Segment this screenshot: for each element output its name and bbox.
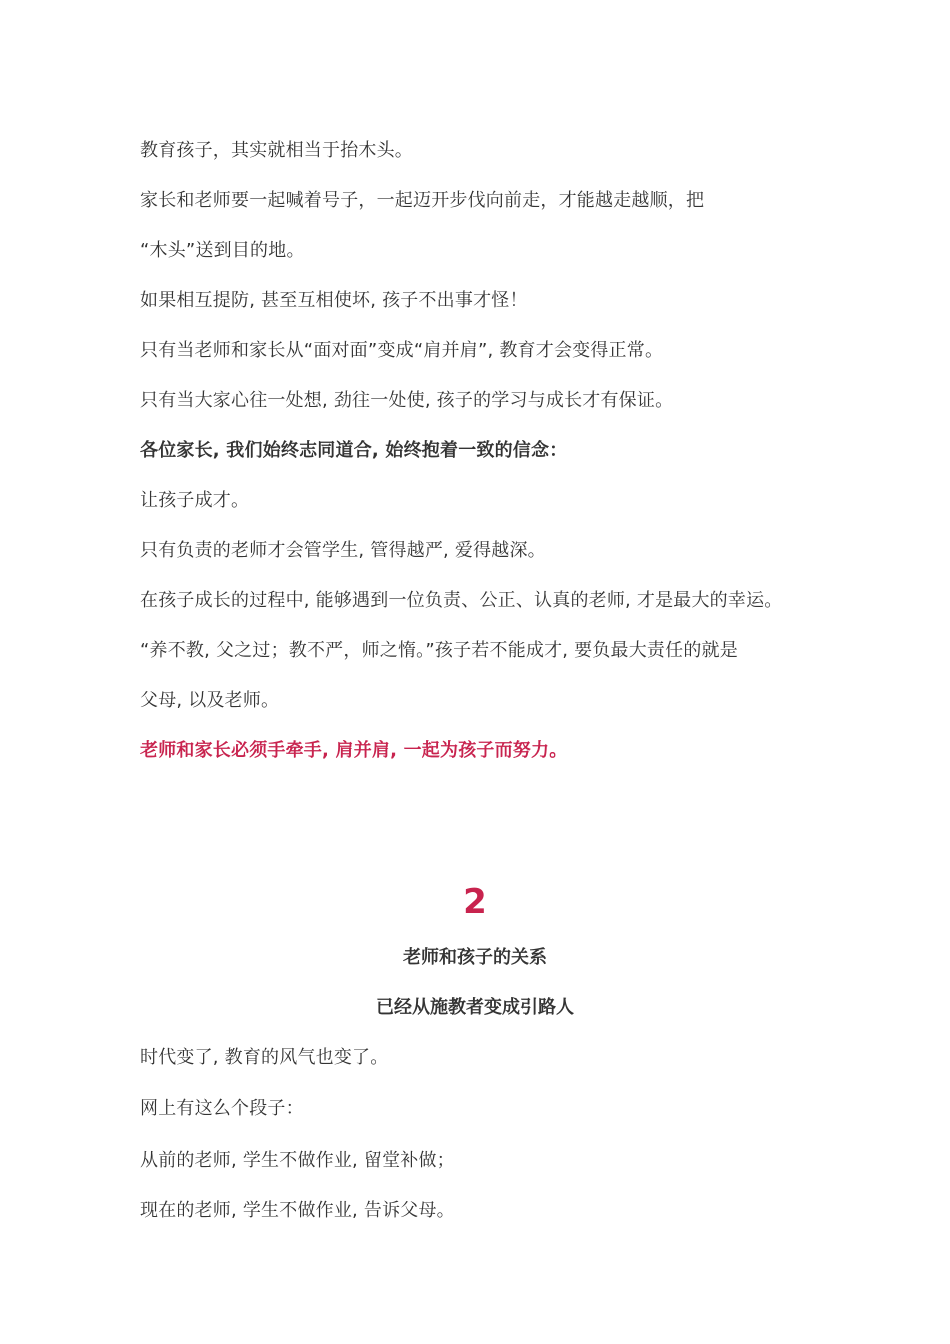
paragraph: 家长和老师要一起喊着号子，一起迈开步伐向前走，才能越走越顺，把 (140, 190, 705, 211)
paragraph: 在孩子成长的过程中, 能够遇到一位负责、公正、认真的老师, 才是最大的幸运。 (140, 590, 783, 611)
paragraph: 网上有这么个段子： (140, 1098, 304, 1119)
paragraph: 只有负责的老师才会管学生, 管得越严, 爱得越深。 (140, 540, 546, 561)
paragraph: 父母, 以及老师。 (140, 690, 280, 711)
section-heading-line2: 已经从施教者变成引路人 (376, 997, 574, 1018)
paragraph: 教育孩子，其实就相当于抬木头。 (140, 140, 413, 161)
paragraph: 现在的老师, 学生不做作业, 告诉父母。 (140, 1200, 455, 1221)
paragraph: “木头”送到目的地。 (140, 240, 305, 261)
paragraph-bold: 各位家长, 我们始终志同道合, 始终抱着一致的信念： (140, 440, 568, 461)
paragraph: 时代变了, 教育的风气也变了。 (140, 1047, 389, 1068)
paragraph: 让孩子成才。 (140, 490, 250, 511)
paragraph: “养不教, 父之过；教不严，师之惰。”孩子若不能成才, 要负最大责任的就是 (140, 640, 738, 661)
highlight-paragraph: 老师和家长必须手牵手, 肩并肩, 一起为孩子而努力。 (140, 740, 568, 761)
paragraph: 从前的老师, 学生不做作业, 留堂补做； (140, 1150, 455, 1171)
paragraph: 只有当大家心往一处想, 劲往一处使, 孩子的学习与成长才有保证。 (140, 390, 674, 411)
paragraph: 只有当老师和家长从“面对面”变成“肩并肩”, 教育才会变得正常。 (140, 340, 664, 361)
section-number: 2 (463, 882, 487, 922)
section-heading-line1: 老师和孩子的关系 (403, 947, 547, 968)
paragraph: 如果相互提防, 甚至互相使坏, 孩子不出事才怪！ (140, 290, 528, 311)
